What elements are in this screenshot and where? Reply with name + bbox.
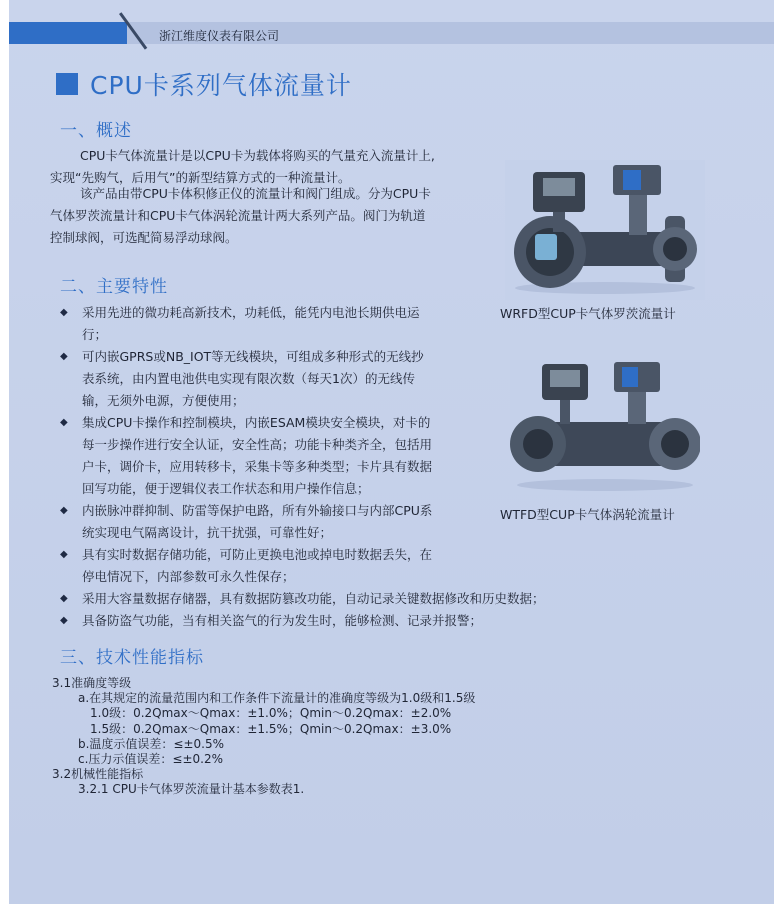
feature-item: [60, 588, 600, 610]
product-caption-turbine: WTFD型CUP卡气体涡轮流量计: [500, 507, 675, 522]
feature-item-line: 具有实时数据存储功能，可防止更换电池或掉电时数据丢失，在: [82, 547, 433, 562]
page-title: [56, 66, 352, 102]
page-frame-right: [774, 0, 782, 904]
bullet-diamond-icon: ◆: [60, 417, 68, 428]
turbine-flowmeter-image: [510, 360, 700, 495]
feature-item-line: 采用大容量数据存储器，具有数据防篡改功能，自动记录关键数据修改和历史数据；: [82, 591, 545, 606]
feature-item-line: 统实现电气隔离设计，抗干扰强，可靠性好；: [82, 525, 333, 540]
page-title-text: CPU卡系列气体流量计: [90, 71, 352, 100]
spec-line: a.在其规定的流量范围内和工作条件下流量计的准确度等级为1.0级和1.5级: [78, 691, 476, 706]
page-frame-left: [0, 0, 9, 904]
overview-heading: 一、概述: [60, 121, 132, 141]
title-square-icon: [56, 73, 78, 95]
page-header: [9, 0, 774, 46]
feature-item-line: 回写功能，便于逻辑仪表工作状态和用户操作信息；: [82, 481, 370, 496]
spec-line: 3.2.1 CPU卡气体罗茨流量计基本参数表1.: [78, 782, 305, 797]
overview-line-2: 实现“先购气，后用气”的新型结算方式的一种流量计。: [50, 170, 351, 185]
feature-item-line: 户卡，调价卡，应用转移卡，采集卡等多种类型；卡片具有数据: [82, 459, 433, 474]
bullet-diamond-icon: ◆: [60, 549, 68, 560]
feature-item-line: 内嵌脉冲群抑制、防雷等保护电路，所有外输接口与内部CPU系: [82, 503, 433, 518]
spec-line: 3.2机械性能指标: [52, 767, 144, 782]
feature-item-line: 行；: [82, 327, 108, 342]
overview-line-5: 控制球阀，可选配简易浮动球阀。: [50, 230, 238, 245]
roots-flowmeter-image: [505, 160, 705, 300]
spec-line: 3.1准确度等级: [52, 676, 132, 690]
feature-item-line: 停电情况下，内部参数可永久性保存；: [82, 569, 295, 584]
overview-line-3: 该产品由带CPU卡体积修正仪的流量计和阀门组成。分为CPU卡: [80, 186, 431, 201]
feature-item-line: 输，无须外电源，方便使用；: [82, 393, 245, 408]
product-caption-roots: WRFD型CUP卡气体罗茨流量计: [500, 306, 676, 321]
overview-line-4: 气体罗茨流量计和CPU卡气体涡轮流量计两大系列产品。阀门为轨道: [50, 208, 426, 223]
feature-item-line: 可内嵌GPRS或NB_IOT等无线模块，可组成多种形式的无线抄: [82, 349, 424, 364]
feature-item: [60, 610, 600, 632]
feature-item-line: 集成CPU卡操作和控制模块，内嵌ESAM模块安全模块，对卡的: [82, 415, 431, 430]
technical-heading: 三、技术性能指标: [60, 648, 204, 668]
feature-item-line: 具备防盗气功能，当有相关盗气的行为发生时，能够检测、记录并报警；: [82, 613, 483, 628]
bullet-diamond-icon: ◆: [60, 351, 68, 362]
spec-line: 1.5级：0.2Qmax～Qmax：±1.5%；Qmin～0.2Qmax：±3.0%: [90, 721, 452, 736]
spec-line: b.温度示值误差：≤±0.5%: [78, 736, 225, 751]
feature-item-line: 表系统，由内置电池供电实现有限次数（每天1次）的无线传: [82, 371, 415, 386]
bullet-diamond-icon: ◆: [60, 307, 68, 318]
spec-line: c.压力示值误差：≤±0.2%: [78, 752, 224, 767]
feature-item-line: 采用先进的微功耗高新技术，功耗低，能凭内电池长期供电运: [82, 305, 420, 320]
bullet-diamond-icon: ◆: [60, 615, 68, 626]
feature-item-line: 每一步操作进行安全认证，安全性高；功能卡种类齐全，包括用: [82, 437, 433, 452]
technical-spec-list: [52, 676, 475, 798]
bullet-diamond-icon: ◆: [60, 505, 68, 516]
spec-line: 1.0级：0.2Qmax～Qmax：±1.0%；Qmin～0.2Qmax：±2.0%: [90, 706, 452, 721]
overview-line-1: CPU卡气体流量计是以CPU卡为载体将购买的气量充入流量计上,: [80, 148, 435, 163]
header-accent-band: [9, 22, 127, 44]
features-heading: 二、主要特性: [60, 277, 168, 297]
feature-item: [60, 544, 600, 588]
bullet-diamond-icon: ◆: [60, 593, 68, 604]
company-name: 浙江维度仪表有限公司: [159, 29, 280, 43]
